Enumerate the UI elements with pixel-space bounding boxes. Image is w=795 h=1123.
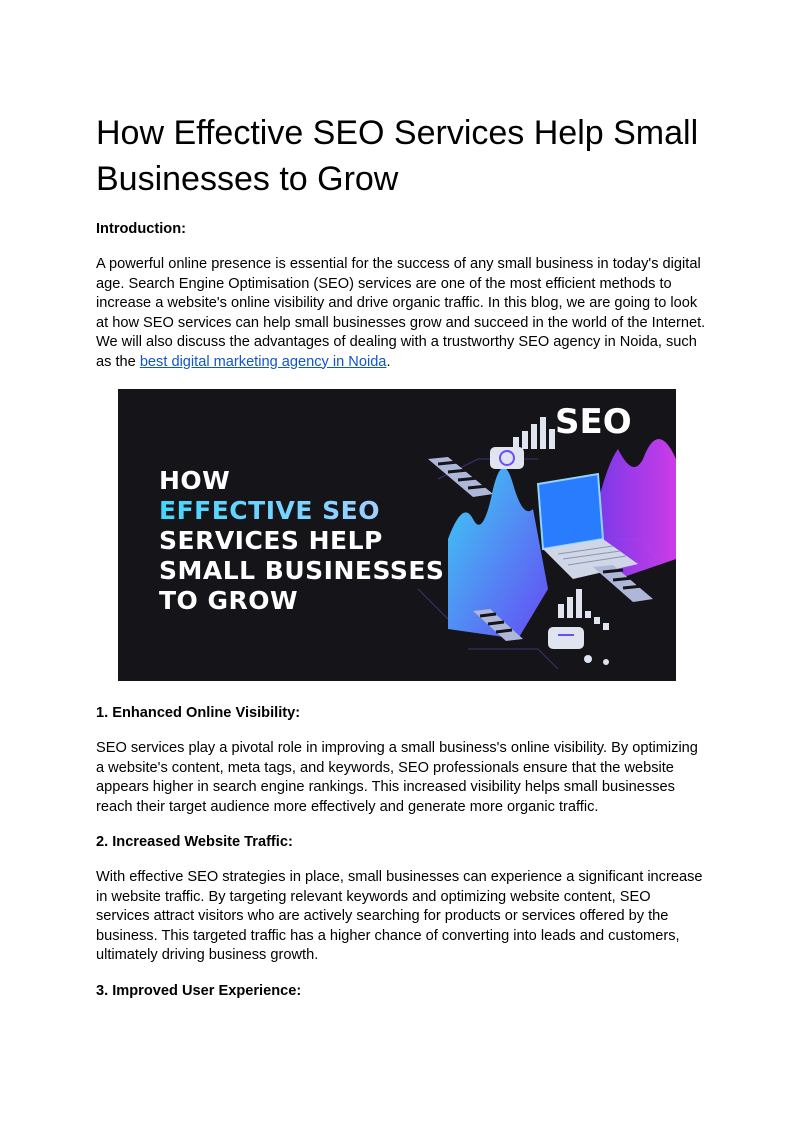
cyan-wave-icon (448, 468, 548, 639)
seo-banner-image (118, 389, 676, 681)
bar-stack-icon (513, 417, 555, 449)
page-title: How Effective SEO Services Help Small Businesses to Grow (96, 114, 699, 198)
chat-icon (548, 627, 584, 649)
section-2-paragraph: With effective SEO strategies in place, small businesses can experience a significant increase in website traffic. By targeting relevant keywords and optimizing website content, SEO services attract visitors who are actively searching for products or services offered by the business. This targeted traffic has a higher chance of converting into leads and customers, ultimately driving business growth. (96, 869, 703, 963)
banner-line-1: HOW (159, 466, 231, 495)
banner-line-4: SMALL BUSINESSES (159, 556, 445, 585)
section-2-heading: 2. Increased Website Traffic: (96, 834, 293, 850)
bar-stack-icon-2 (558, 589, 609, 630)
agency-link[interactable]: best digital marketing agency in Noida (139, 353, 387, 370)
clock-icon (490, 447, 524, 469)
section-1-heading: 1. Enhanced Online Visibility: (96, 705, 301, 721)
banner-illustration (118, 389, 676, 681)
intro-text: A powerful online presence is essential for the success of any small business in today's digital age. Search Engine Optimisation (SEO) services are one of the most efficient methods to increase a website's online visibility and drive organic traffic. In this blog, we are going to look at how SEO services can help small businesses grow and succeed in the world of the Internet. We will also discuss the advantages of dealing with a trustworthy SEO agency in Noida, such as the (96, 256, 706, 370)
dot-icon (584, 655, 592, 663)
banner-line-5: TO GROW (159, 586, 299, 615)
banner-line-2: EFFECTIVE SEO (159, 496, 380, 525)
dot-icon-2 (603, 659, 609, 665)
section-1-paragraph: SEO services play a pivotal role in improving a small business's online visibility. By optimizing a website's content, meta tags, and keywords, SEO professionals ensure that the website appears higher in search engine rankings. This increased visibility helps small businesses reach their target audience more effectively and generate more organic traffic. (96, 740, 698, 815)
section-3-heading: 3. Improved User Experience: (96, 983, 302, 999)
intro-text-end: . (386, 353, 391, 370)
banner-seo-label: SEO (555, 402, 632, 442)
banner-line-3: SERVICES HELP (159, 526, 383, 555)
intro-heading: Introduction: (96, 221, 186, 237)
striped-card-icon-2 (593, 565, 653, 602)
striped-card-icon (428, 457, 493, 497)
intro-paragraph (96, 255, 706, 372)
